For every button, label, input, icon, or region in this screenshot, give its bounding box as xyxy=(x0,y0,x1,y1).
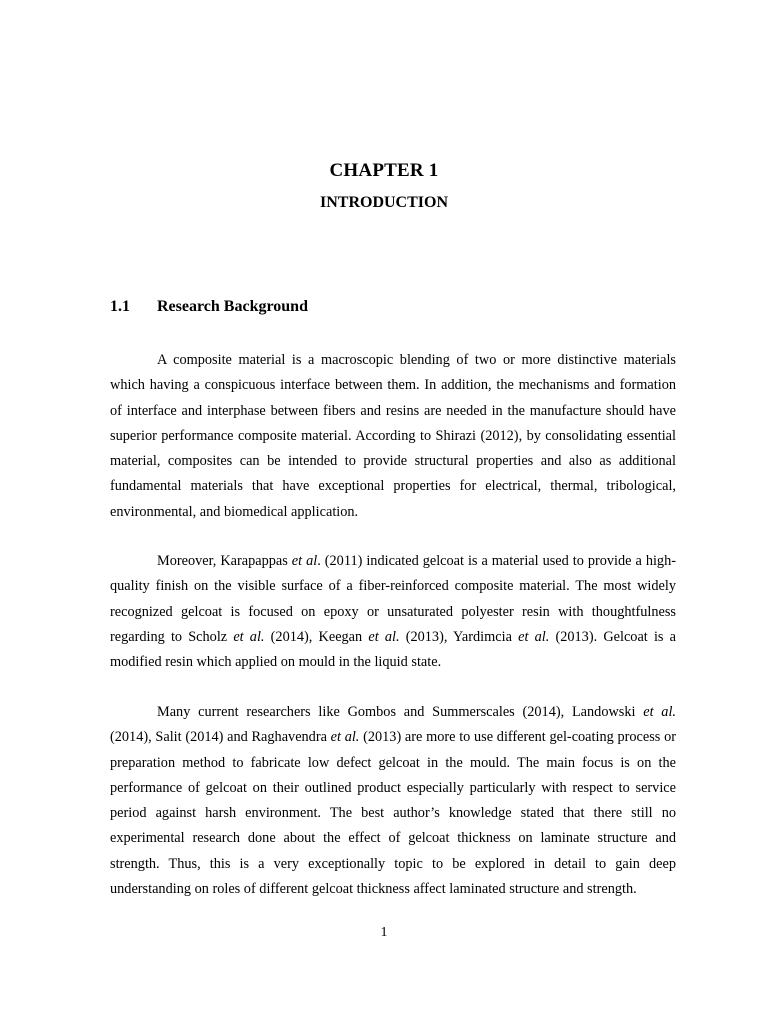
italic-citation: et al. xyxy=(368,628,400,645)
paragraph-text: (2013). Gelcoat is a modified resin which applied on mould in the liquid state. xyxy=(110,628,676,671)
section-number: 1.1 xyxy=(110,298,130,315)
paragraph-1 xyxy=(110,348,676,525)
paragraph-text: Moreover, Karapappas xyxy=(157,553,292,569)
chapter-title: INTRODUCTION xyxy=(319,194,448,211)
italic-citation: et al. xyxy=(643,704,676,720)
paragraph-3 xyxy=(110,700,676,902)
paragraph-text: (2014), Keegan xyxy=(264,628,369,645)
paragraph-2 xyxy=(110,549,676,675)
paragraph-text: A composite material is a macroscopic blending of two or more distinctive materials which having a conspicuous interface between them. In addition, the mechanisms and formation of interface and interphase between fibers and resins are needed in the manufacture should have superior performance composite material. According to Shirazi (2012), by consolidating essential material, composites can be intended to provide structural properties and also as additional fundamental materials that have exceptional properties for electrical, thermal, tribological, environmental, and biomedical application. xyxy=(110,352,676,520)
paragraph-text: (2013), Yardimcia xyxy=(399,628,519,645)
italic-citation: et al. xyxy=(233,628,265,645)
section-heading xyxy=(110,298,308,316)
italic-citation: et al xyxy=(291,553,318,569)
paragraph-text: (2014), Salit (2014) and Raghavendra xyxy=(110,729,331,746)
chapter-number: CHAPTER 1 xyxy=(329,160,439,181)
paragraph-text: . (2011) indicated gelcoat is a material used to provide a high-quality finish on the visible surface of a fiber-reinforced composite material. The most widely recognized gelcoat is focused on epoxy or unsaturated polyester resin with thoughtfulness regarding to Scholz xyxy=(110,553,676,645)
page-number: 1 xyxy=(380,925,388,940)
paragraph-text: Many current researchers like Gombos and Summerscales (2014), Landowski xyxy=(157,704,644,720)
paragraph-text: (2013) are more to use different gel-coating process or preparation method to fabricate low defect gelcoat in the mould. The main focus is on the performance of gelcoat on their outlined product especially particularly with respect to service period against harsh environment. The best author’s knowledge stated that there still no experimental research done about the effect of gelcoat thickness on laminate structure and strength. Thus, this is a very exceptionally topic to be explored in detail to gain deep understanding on roles of different gelcoat thickness affect laminated structure and strength. xyxy=(110,729,676,898)
section-title: Research Background xyxy=(157,298,308,315)
italic-citation: et al. xyxy=(330,729,360,746)
italic-citation: et al. xyxy=(518,628,550,645)
